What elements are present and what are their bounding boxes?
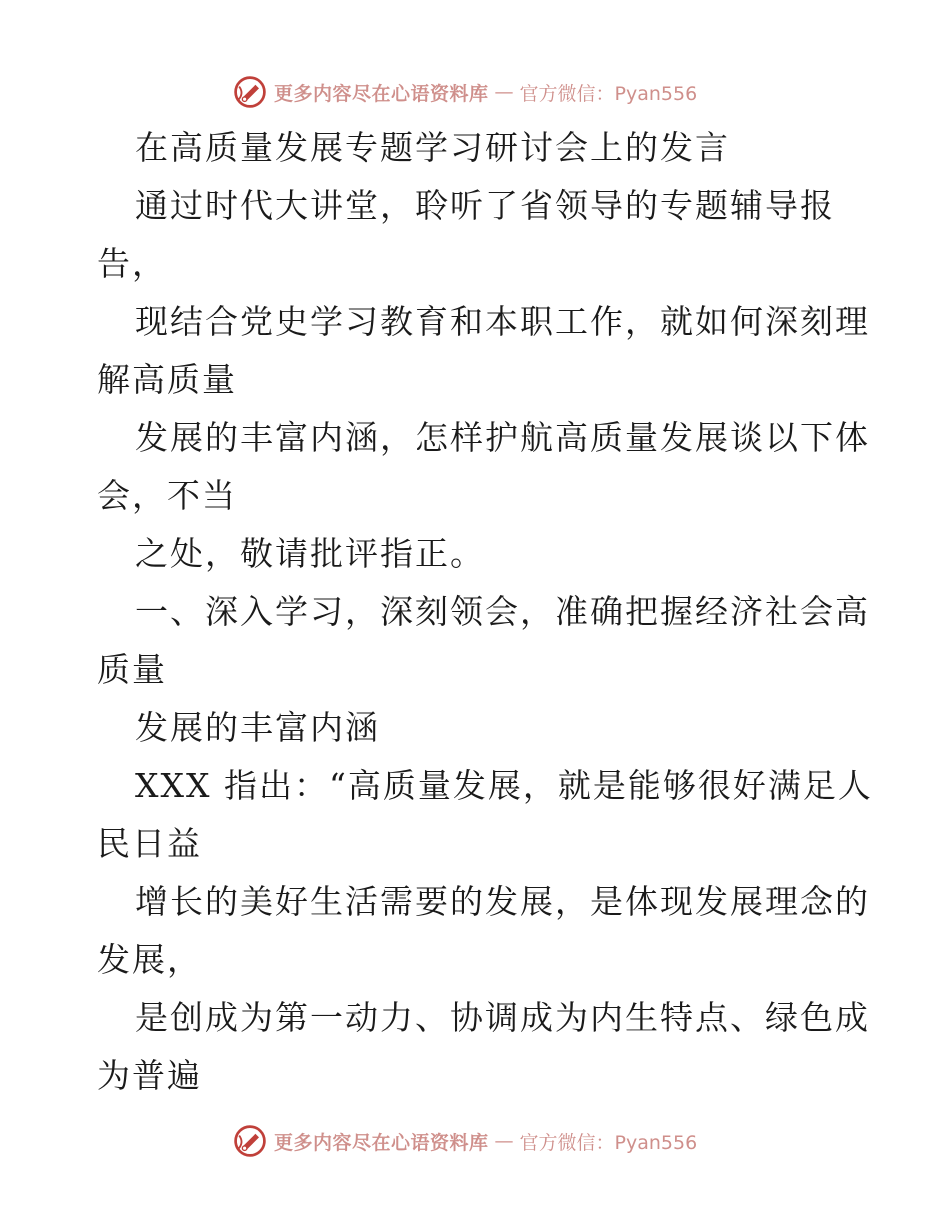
doc-line: 会，不当 bbox=[97, 476, 237, 515]
doc-line: 在高质量发展专题学习研讨会上的发言 bbox=[135, 128, 730, 167]
watermark-dash: — bbox=[494, 81, 514, 103]
header-watermark bbox=[232, 72, 697, 112]
doc-line: 发展的丰富内涵 bbox=[135, 708, 380, 747]
doc-line: 发展的丰富内涵，怎样护航高质量发展谈以下体 bbox=[135, 418, 870, 457]
watermark-wechat: 官方微信：Pyan556 bbox=[519, 1131, 698, 1154]
doc-line: 是创成为第一动力、协调成为内生特点、绿色成 bbox=[135, 998, 870, 1037]
doc-line: 解高质量 bbox=[97, 360, 237, 399]
watermark-text: 更多内容尽在心语资料库 bbox=[274, 82, 489, 105]
pen-nib-circle-icon bbox=[232, 74, 268, 110]
doc-line: XXX 指出：“高质量发展，就是能够很好满足人 bbox=[135, 766, 873, 805]
watermark-wechat: 官方微信：Pyan556 bbox=[519, 82, 698, 105]
doc-line: 增长的美好生活需要的发展，是体现发展理念的 bbox=[135, 882, 870, 921]
watermark-text: 更多内容尽在心语资料库 bbox=[274, 1131, 489, 1154]
doc-line: 之处，敬请批评指正。 bbox=[135, 534, 485, 573]
doc-line: 为普遍 bbox=[97, 1056, 202, 1095]
doc-line: 告， bbox=[97, 244, 167, 283]
document-body bbox=[97, 119, 873, 1105]
doc-line: 发展， bbox=[97, 940, 202, 979]
doc-line: 民日益 bbox=[97, 824, 202, 863]
watermark-dash: — bbox=[494, 1130, 514, 1152]
doc-line: 质量 bbox=[97, 650, 167, 689]
footer-watermark bbox=[232, 1121, 697, 1161]
doc-line: 通过时代大讲堂，聆听了省领导的专题辅导报 bbox=[135, 186, 835, 225]
doc-line: 现结合党史学习教育和本职工作，就如何深刻理 bbox=[135, 302, 870, 341]
pen-nib-circle-icon bbox=[232, 1123, 268, 1159]
doc-line: 一、深入学习，深刻领会，准确把握经济社会高 bbox=[135, 592, 870, 631]
